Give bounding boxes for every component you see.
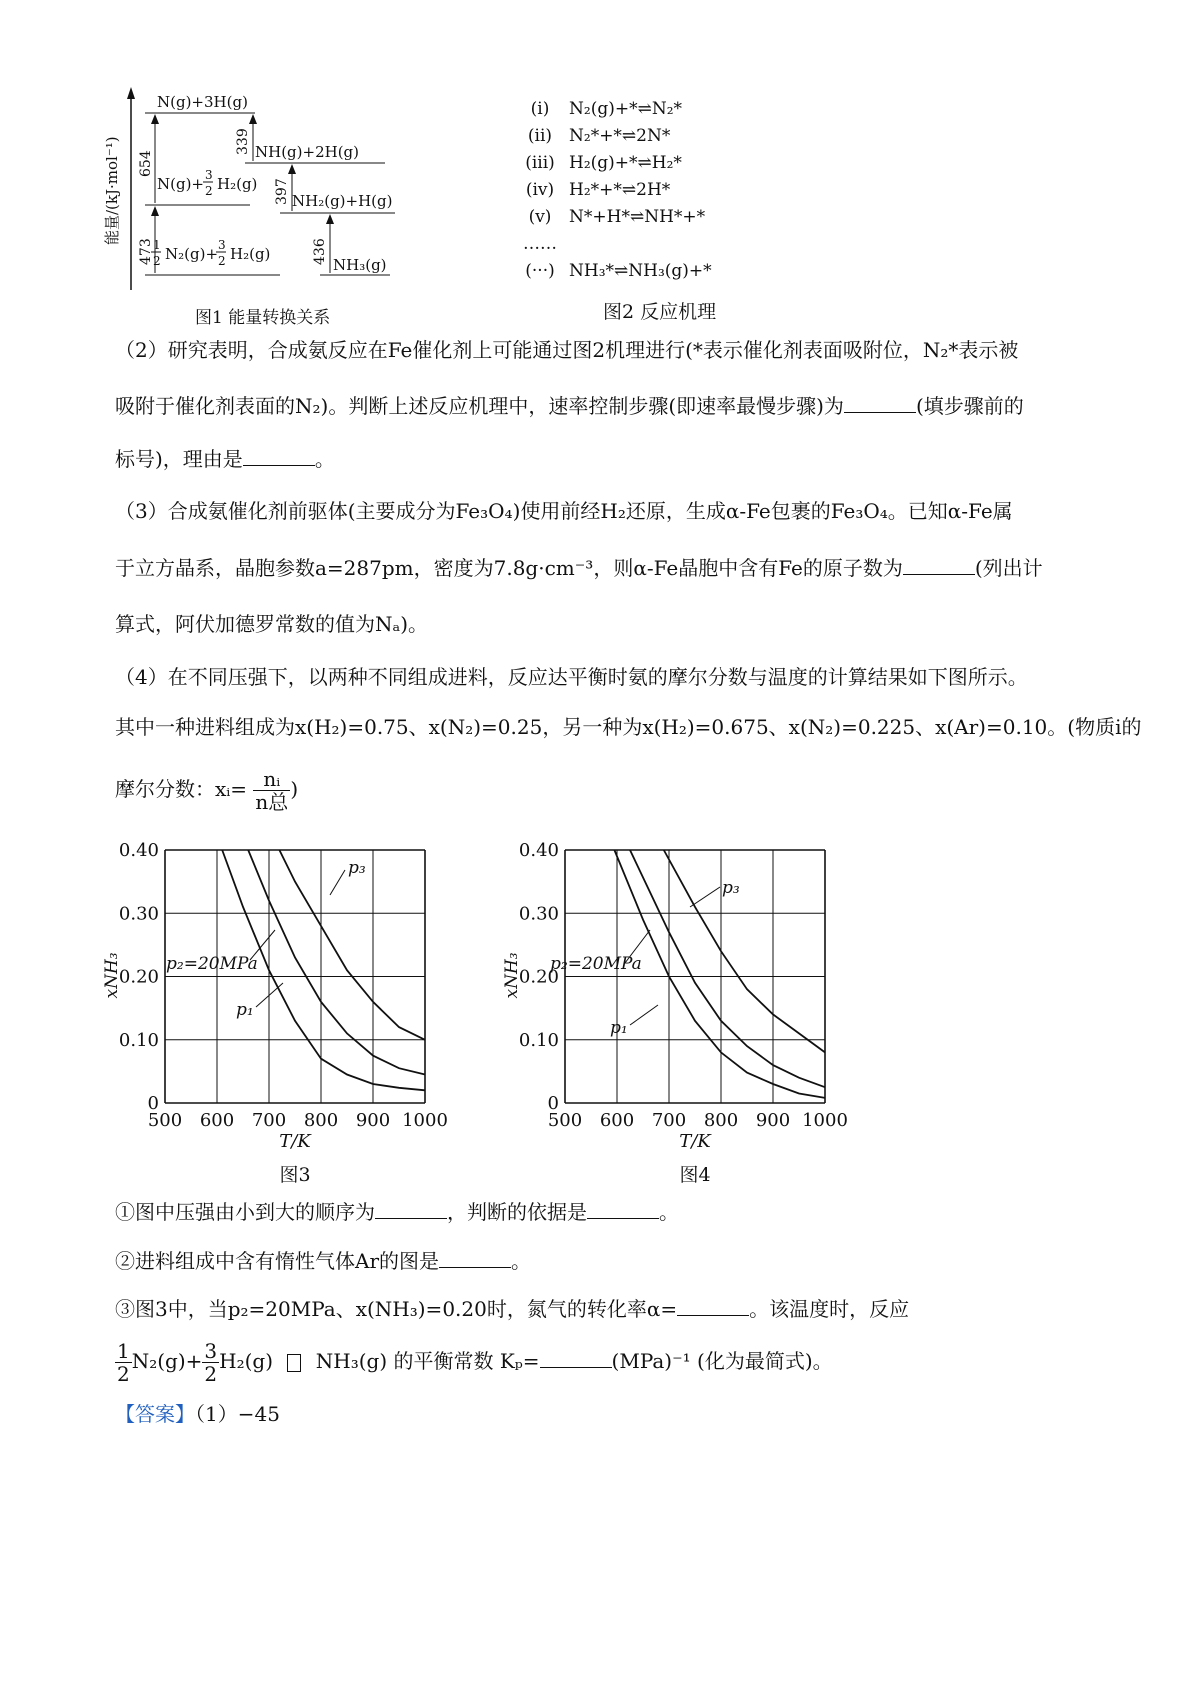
q4-line-2: 其中一种进料组成为x(H₂)=0.75、x(N₂)=0.25，另一种为x(H₂)=0.675、x(N₂)=0.225、x(Ar)=0.10。(物质i的 (115, 715, 1142, 739)
step-equation: H₂*+*⇌2H* (569, 180, 671, 200)
y-tick-label: 0.10 (118, 1029, 159, 1051)
answer-label: 【答案】 (115, 1402, 195, 1426)
frac-half-num: 1 (153, 238, 161, 252)
sub-q2 (115, 1247, 1100, 1275)
q4-text: 摩尔分数：xᵢ= (115, 777, 248, 801)
x-tick-label: 800 (303, 1110, 339, 1131)
fig2-caption: 图2 反应机理 (603, 301, 717, 323)
q2-text: 。 (314, 447, 335, 471)
fraction-three-halves (202, 1340, 219, 1385)
reactant-label-a: N₂(g)+ (165, 245, 219, 263)
q2-line-3 (115, 445, 1100, 473)
x-tick-label: 600 (199, 1110, 235, 1131)
step-equation: NH₃*⇌NH₃(g)+* (569, 261, 712, 281)
sub-q1 (115, 1198, 1100, 1226)
leader-line (630, 1005, 658, 1025)
answer-blank[interactable] (375, 1198, 447, 1219)
arrow-up-icon (151, 114, 159, 124)
q3-text: (列出计 (974, 556, 1043, 580)
x-tick-label: 900 (755, 1110, 791, 1131)
q2-line-2 (115, 392, 1100, 420)
fig1-caption: 图1 能量转换关系 (195, 308, 331, 328)
y-axis-label: xNH₃ (102, 952, 122, 999)
arrow-up-icon (326, 214, 334, 224)
arrow-654-label: 654 (138, 150, 154, 177)
leader-line (330, 870, 345, 895)
sub-text: ②进料组成中含有惰性气体Ar的图是 (115, 1249, 440, 1273)
curve-label-p1: p₁ (610, 1018, 628, 1038)
fraction-denominator: 2 (117, 1362, 130, 1386)
fig1-ylabel: 能量/(kJ·mol⁻¹) (103, 136, 121, 245)
step-equation: N₂*+*⇌2N* (569, 126, 671, 146)
curve-label-p2: p₂=20MPa (166, 954, 258, 974)
frac-three-num-2: 3 (218, 238, 226, 252)
figure-caption: 图3 (279, 1164, 311, 1186)
answer-blank[interactable] (587, 1198, 659, 1219)
step-label: (v) (528, 207, 552, 227)
level-nh2-label: NH₂(g)+H(g) (292, 192, 393, 210)
step-equation: H₂(g)+*⇌H₂* (569, 153, 682, 173)
answer-line (115, 1400, 1100, 1428)
sub-text: H₂(g) (219, 1349, 274, 1373)
mechanism-step (528, 204, 855, 231)
frac-half-den: 2 (153, 254, 161, 268)
y-tick-label: 0.20 (118, 966, 159, 988)
y-tick-label: 0.10 (518, 1029, 559, 1051)
sub-q4 (115, 1340, 1100, 1385)
y-tick-label: 0.40 (118, 840, 159, 861)
curve-label-p3: p₃ (348, 858, 366, 878)
curve-p3 (664, 850, 825, 1052)
frac-three-den-2: 2 (218, 254, 226, 268)
fraction-numerator: 1 (117, 1339, 130, 1363)
x-tick-label: 1000 (402, 1110, 448, 1131)
y-tick-label: 0.20 (518, 966, 559, 988)
q4-line-1: （4）在不同压强下，以两种不同组成进料，反应达平衡时氨的摩尔分数与温度的计算结果如下图所示。 (115, 665, 1028, 689)
q4-line-3 (115, 768, 1100, 813)
level-nh-label: NH(g)+2H(g) (255, 143, 360, 161)
sub-text: ③图3中，当p₂=20MPa、x(NH₃)=0.20时，氮气的转化率α= (115, 1297, 678, 1321)
mechanism-steps (523, 96, 855, 285)
y-tick-label: 0.40 (518, 840, 559, 861)
sub-text: ，判断的依据是 (447, 1200, 587, 1224)
x-tick-label: 600 (599, 1110, 635, 1131)
sub-text: N₂(g)+ (131, 1349, 203, 1373)
y-tick-label: 0 (147, 1093, 159, 1114)
leader-line (690, 887, 720, 907)
answer-blank[interactable] (243, 445, 315, 466)
level-top-label: N(g)+3H(g) (157, 93, 248, 111)
missing-glyph-box (287, 1354, 301, 1372)
x-tick-label: 500 (547, 1110, 583, 1131)
step-label: (···) (525, 261, 555, 281)
figure-caption: 图4 (679, 1164, 711, 1186)
sub-text: ①图中压强由小到大的顺序为 (115, 1200, 375, 1224)
level-nh3-label: NH₃(g) (333, 256, 387, 274)
fraction-denominator: 2 (204, 1362, 218, 1386)
q4-text: ) (290, 777, 299, 801)
q2-line-1: （2）研究表明，合成氨反应在Fe催化剂上可能通过图2机理进行(*表示催化剂表面吸附位，N₂*表示被 (115, 338, 1019, 362)
x-tick-label: 900 (355, 1110, 391, 1131)
fraction-half (115, 1340, 132, 1385)
q3-text: 于立方晶系，晶胞参数a=287pm，密度为7.8g·cm⁻³，则α-Fe晶胞中含有Fe的原子数为 (115, 556, 903, 580)
level-n-label: N(g)+ (157, 175, 204, 193)
curve-label-p2: p₂=20MPa (550, 954, 642, 974)
y-tick-label: 0.30 (518, 903, 559, 925)
sub-text: 。该温度时，反应 (749, 1297, 910, 1321)
arrow-339-label: 339 (235, 128, 251, 155)
step-equation: N*+H*⇌NH*+* (569, 207, 706, 227)
fraction-denominator: n总 (255, 790, 289, 814)
step-label: (i) (530, 99, 550, 119)
frac-three-den: 2 (205, 184, 213, 198)
arrow-up-icon (288, 164, 296, 174)
y-tick-label: 0 (547, 1093, 559, 1114)
arrow-up-icon (249, 114, 257, 124)
x-axis-label: T/K (279, 1131, 311, 1152)
step-label: (ii) (527, 126, 553, 146)
q2-text: 吸附于催化剂表面的N₂)。判断上述反应机理中，速率控制步骤(即速率最慢步骤)为 (115, 394, 844, 418)
sub-text: NH₃(g) 的平衡常数 Kₚ= (315, 1349, 540, 1373)
mechanism-step (530, 96, 855, 123)
reactant-label-b: H₂(g) (230, 245, 271, 263)
step-equation: N₂(g)+*⇌N₂* (569, 99, 683, 119)
sub-text: 。 (659, 1200, 679, 1224)
mechanism-step (527, 123, 855, 150)
sub-text: 。 (511, 1249, 532, 1273)
x-tick-label: 700 (251, 1110, 287, 1131)
figure-2-mechanism (523, 96, 855, 324)
q3-line-2 (115, 554, 1100, 582)
arrow-436-label: 436 (312, 238, 328, 265)
fraction-numerator: nᵢ (253, 768, 290, 791)
fraction-numerator: 3 (204, 1339, 218, 1363)
answer-text: （1）−45 (195, 1402, 280, 1426)
q3-line-1: （3）合成氨催化剂前驱体(主要成分为Fe₃O₄)使用前经H₂还原，生成α-Fe包裹的Fe₃O₄。已知α-Fe属 (115, 499, 1013, 523)
q2-text: 标号)，理由是 (115, 447, 243, 471)
answer-blank[interactable] (844, 392, 916, 413)
sub-text: (MPa)⁻¹ (化为最简式)。 (611, 1349, 833, 1373)
x-tick-label: 500 (147, 1110, 183, 1131)
q2-text: (填步骤前的 (915, 394, 1024, 418)
answer-blank[interactable] (903, 554, 975, 575)
arrow-397-label: 397 (274, 178, 290, 205)
curve-p3 (279, 850, 425, 1040)
mechanism-step (523, 231, 855, 258)
figure-3-chart (100, 835, 480, 1195)
x-tick-label: 700 (651, 1110, 687, 1131)
arrow-473-label: 473 (138, 238, 154, 265)
figure-1-energy-diagram (95, 85, 435, 330)
y-tick-label: 0.30 (118, 903, 159, 925)
y-axis-arrow-icon (127, 87, 135, 99)
step-label: (iii) (525, 153, 555, 173)
figure-4-chart (500, 835, 880, 1195)
x-tick-label: 800 (703, 1110, 739, 1131)
step-label: (iv) (525, 180, 555, 200)
curve-label-p1: p₁ (236, 1000, 254, 1020)
curve-label-p3: p₃ (722, 878, 740, 898)
mechanism-step (525, 258, 855, 285)
sub-q3 (115, 1295, 1100, 1323)
mole-fraction-formula (253, 768, 290, 813)
answer-blank[interactable] (439, 1247, 511, 1268)
x-axis-label: T/K (679, 1131, 711, 1152)
y-axis-label: xNH₃ (502, 952, 522, 999)
step-label: …… (523, 234, 557, 254)
answer-blank[interactable] (540, 1347, 612, 1368)
q3-line-3: 算式，阿伏加德罗常数的值为Nₐ)。 (115, 612, 429, 636)
level-n-h2-label: H₂(g) (217, 175, 258, 193)
answer-blank[interactable] (677, 1295, 749, 1316)
arrow-up-icon (151, 206, 159, 216)
frac-three-num: 3 (205, 168, 213, 182)
mechanism-step (525, 177, 855, 204)
x-tick-label: 1000 (802, 1110, 848, 1131)
mechanism-step (525, 150, 855, 177)
